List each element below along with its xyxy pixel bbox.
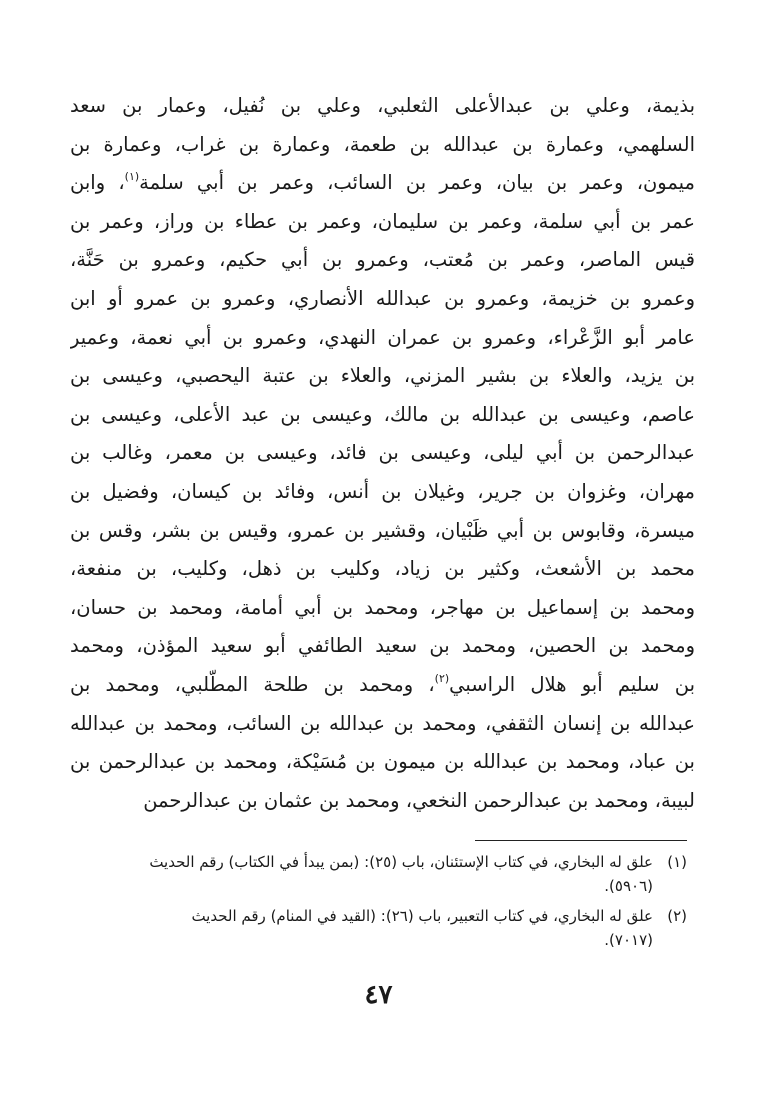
footnotes [70,850,687,958]
footnote-1 [70,850,687,898]
footnote-number: (١) [667,853,687,871]
text-segment: ، ومحمد بن طلحة المطّلبي، ومحمد بن [70,672,435,696]
footnote-2 [70,904,687,952]
text-segment: ميمون، وعمر بن بيان، وعمر بن السائب، وعمر بن أبي سلمة [139,171,695,195]
footnote-text: علق له البخاري، في كتاب الإستئنان، باب (٢٥): (بمن يبدأ في الكتاب) رقم الحديث [149,853,653,871]
text-line-5: قيس الماصر، وعمر بن مُعتب، وعمرو بن أبي حكيم، وعمرو بن حَنَّة، [70,248,695,272]
footnote-ref-1[interactable]: (١) [124,170,140,184]
text-line-8: بن يزيد، والعلاء بن بشير المزني، والعلاء بن عتبة اليحصبي، وعيسى بن [70,364,695,388]
text-line-15: ومحمد بن الحصين، ومحمد بن سعيد الطائفي أبو سعيد المؤذن، ومحمد [70,634,695,658]
footnote-text: علق له البخاري، في كتاب التعبير، باب (٢٦): (القيد في المنام) رقم الحديث [191,907,653,925]
text-line-7: عامر أبو الزَّعْراء، وعمرو بن عمران النهدي، وعمرو بن أبي نعمة، وعمير [70,325,695,349]
footnote-ref-2[interactable]: (٢) [434,671,450,685]
text-line-19: لبيبة، ومحمد بن عبدالرحمن النخعي، ومحمد بن عثمان بن عبدالرحمن [143,788,695,812]
text-line-13: محمد بن الأشعث، وكثير بن زياد، وكليب بن ذهل، وكليب، بن منفعة، [70,557,695,581]
text-line-12: ميسرة، وقابوس بن أبي ظَبْيان، وقشير بن عمرو، وقيس بن بشر، وقس بن [70,518,695,542]
footnote-divider [475,840,687,841]
text-segment: ، وابن [70,171,125,195]
footnote-number: (٢) [667,907,687,925]
text-segment: بن سليم أبو هلال الراسبي [449,672,695,696]
text-line-9: عاصم، وعيسى بن عبدالله بن مالك، وعيسى بن عبد الأعلى، وعيسى بن [70,402,695,426]
text-line-16 [70,666,695,705]
footnote-text-continued: (٧٠١٧). [604,931,653,949]
text-line-6: وعمرو بن خزيمة، وعمرو بن عبدالله الأنصاري، وعمرو بن عمرو أو ابن [70,286,695,310]
text-line-18: بن عباد، ومحمد بن عبدالله بن ميمون بن مُسَيْكة، ومحمد بن عبدالرحمن بن [70,750,695,774]
text-line-14: ومحمد بن إسماعيل بن مهاجر، ومحمد بن أبي أمامة، ومحمد بن حسان، [70,595,695,619]
text-line-10: عبدالرحمن بن أبي ليلى، وعيسى بن فائد، وعيسى بن معمر، وغالب بن [70,441,695,465]
text-line-2: السلهمي، وعمارة بن عبدالله بن طعمة، وعمارة بن غراب، وعمارة بن [70,132,695,156]
text-line-4: عمر بن أبي سلمة، وعمر بن سليمان، وعمر بن عطاء بن وراز، وعمر بن [70,209,695,233]
footnote-text-continued: (٥٩٠٦). [604,877,653,895]
main-text [70,87,695,820]
text-line-1: بذيمة، وعلي بن عبدالأعلى الثعلبي، وعلي بن نُفيل، وعمار بن سعد [70,94,695,117]
text-line-17: عبدالله بن إنسان الثقفي، ومحمد بن عبدالله بن السائب، ومحمد بن عبدالله [70,711,695,735]
text-line-3 [70,164,695,203]
text-line-11: مهران، وغزوان بن جرير، وغيلان بن أنس، وفائد بن كيسان، وفضيل بن [70,479,695,503]
page-number: ٤٧ [364,980,393,1010]
